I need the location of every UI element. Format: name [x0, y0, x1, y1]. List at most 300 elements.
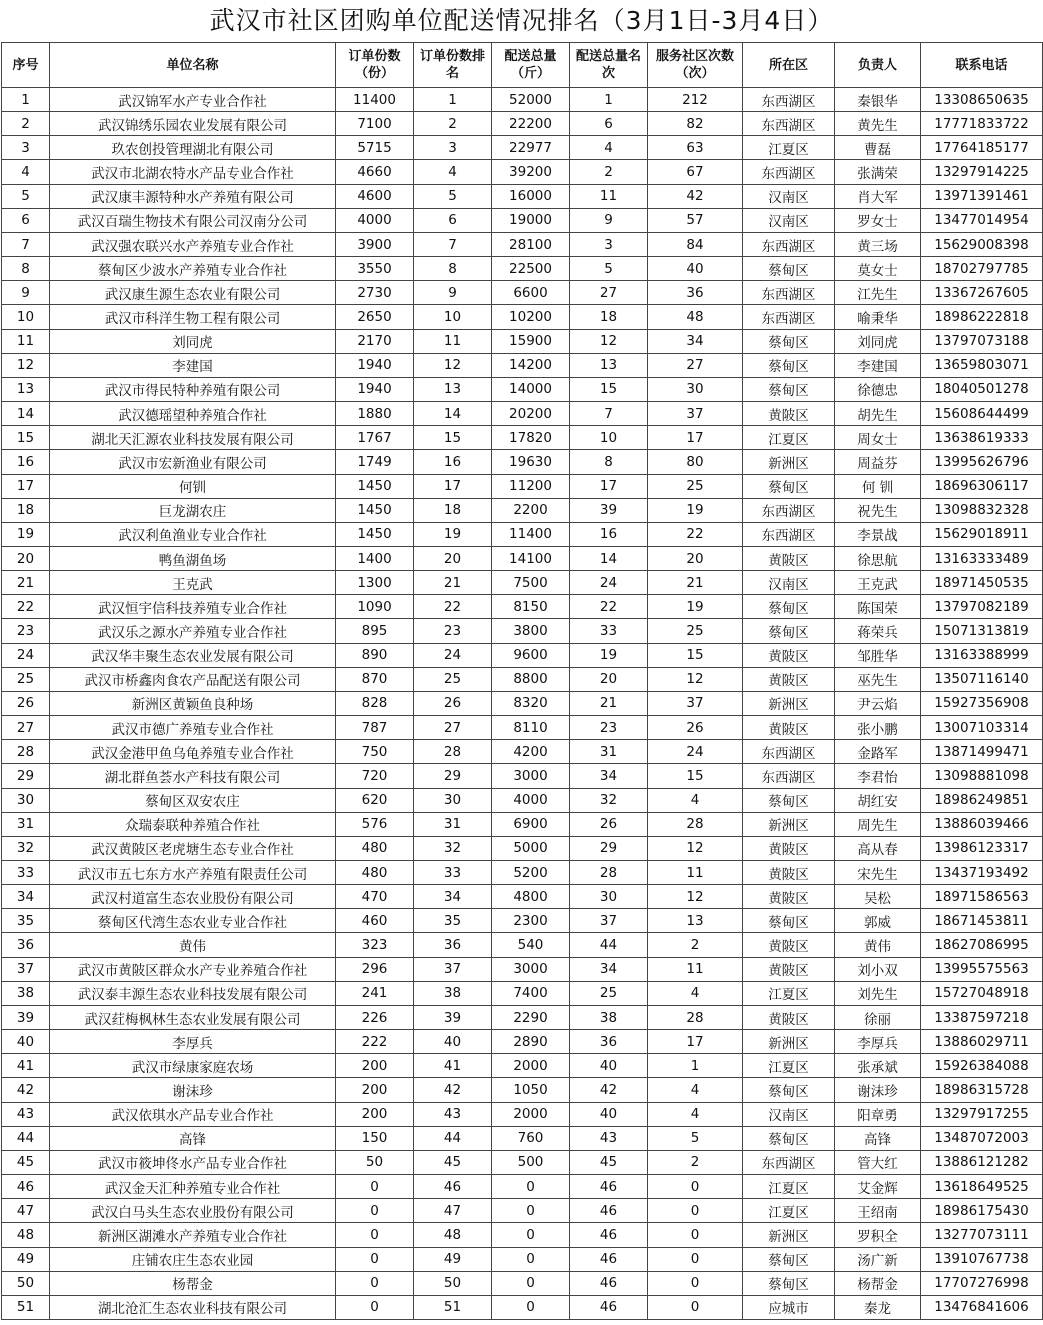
contact-person: 祝先生: [835, 498, 921, 522]
order-rank: 46: [414, 1175, 492, 1199]
delivery-total: 10200: [492, 305, 570, 329]
district: 新洲区: [743, 812, 835, 836]
order-rank: 5: [414, 184, 492, 208]
delivery-total: 8800: [492, 667, 570, 691]
district: 汉南区: [743, 208, 835, 232]
community-count: 21: [648, 571, 743, 595]
table-row: [2, 426, 1043, 450]
unit-name: 李建国: [50, 353, 336, 377]
delivery-total: 5200: [492, 861, 570, 885]
contact-person: 刘小双: [835, 957, 921, 981]
table-row: [2, 716, 1043, 740]
order-count: 0: [336, 1199, 414, 1223]
row-index: 10: [2, 305, 50, 329]
contact-person: 周女士: [835, 426, 921, 450]
table-row: [2, 136, 1043, 160]
order-rank: 33: [414, 861, 492, 885]
order-count: 0: [336, 1247, 414, 1271]
contact-person: 秦银华: [835, 88, 921, 112]
order-rank: 11: [414, 329, 492, 353]
order-rank: 48: [414, 1223, 492, 1247]
contact-person: 张承斌: [835, 1054, 921, 1078]
table-row: [2, 764, 1043, 788]
order-rank: 37: [414, 957, 492, 981]
delivery-rank: 7: [570, 402, 648, 426]
community-count: 36: [648, 281, 743, 305]
order-rank: 28: [414, 740, 492, 764]
community-count: 34: [648, 329, 743, 353]
row-index: 19: [2, 522, 50, 546]
community-count: 67: [648, 160, 743, 184]
delivery-total: 2300: [492, 909, 570, 933]
delivery-rank: 27: [570, 281, 648, 305]
table-row: [2, 184, 1043, 208]
order-rank: 9: [414, 281, 492, 305]
header-district: 所在区: [743, 43, 835, 88]
row-index: 4: [2, 160, 50, 184]
delivery-rank: 32: [570, 788, 648, 812]
district: 蔡甸区: [743, 257, 835, 281]
district: 蔡甸区: [743, 353, 835, 377]
order-rank: 39: [414, 1005, 492, 1029]
order-count: 200: [336, 1054, 414, 1078]
district: 东西湖区: [743, 112, 835, 136]
row-index: 9: [2, 281, 50, 305]
community-count: 40: [648, 257, 743, 281]
table-row: [2, 788, 1043, 812]
community-count: 0: [648, 1271, 743, 1295]
phone: 13476841606: [921, 1295, 1043, 1319]
community-count: 82: [648, 112, 743, 136]
table-row: [2, 450, 1043, 474]
unit-name: 武汉康生源生态农业有限公司: [50, 281, 336, 305]
phone: 17707276998: [921, 1271, 1043, 1295]
contact-person: 陈国荣: [835, 595, 921, 619]
community-count: 4: [648, 981, 743, 1005]
order-rank: 17: [414, 474, 492, 498]
delivery-total: 2890: [492, 1030, 570, 1054]
contact-person: 黄先生: [835, 112, 921, 136]
district: 蔡甸区: [743, 1247, 835, 1271]
row-index: 24: [2, 643, 50, 667]
contact-person: 李景战: [835, 522, 921, 546]
delivery-rank: 39: [570, 498, 648, 522]
district: 汉南区: [743, 571, 835, 595]
delivery-total: 0: [492, 1247, 570, 1271]
table-row: [2, 402, 1043, 426]
unit-name: 鸭鱼湖鱼场: [50, 546, 336, 570]
row-index: 37: [2, 957, 50, 981]
contact-person: 莫女士: [835, 257, 921, 281]
row-index: 29: [2, 764, 50, 788]
community-count: 11: [648, 861, 743, 885]
contact-person: 李厚兵: [835, 1030, 921, 1054]
district: 新洲区: [743, 1223, 835, 1247]
unit-name: 武汉金天汇种养殖专业合作社: [50, 1175, 336, 1199]
row-index: 22: [2, 595, 50, 619]
order-count: 1300: [336, 571, 414, 595]
delivery-total: 500: [492, 1150, 570, 1174]
delivery-rank: 10: [570, 426, 648, 450]
contact-person: 罗女士: [835, 208, 921, 232]
district: 黄陂区: [743, 885, 835, 909]
phone: 13507116140: [921, 667, 1043, 691]
order-count: 4000: [336, 208, 414, 232]
contact-person: 周先生: [835, 812, 921, 836]
delivery-rank: 20: [570, 667, 648, 691]
row-index: 14: [2, 402, 50, 426]
unit-name: 武汉市北湖农特水产品专业合作社: [50, 160, 336, 184]
unit-name: 湖北沧汇生态农业科技有限公司: [50, 1295, 336, 1319]
order-rank: 14: [414, 402, 492, 426]
phone: 18696306117: [921, 474, 1043, 498]
row-index: 41: [2, 1054, 50, 1078]
delivery-total: 7400: [492, 981, 570, 1005]
phone: 13277073111: [921, 1223, 1043, 1247]
district: 蔡甸区: [743, 1078, 835, 1102]
unit-name: 武汉市黄陂区群众水产专业养殖合作社: [50, 957, 336, 981]
order-count: 828: [336, 691, 414, 715]
delivery-total: 0: [492, 1295, 570, 1319]
delivery-rank: 46: [570, 1223, 648, 1247]
order-count: 0: [336, 1271, 414, 1295]
community-count: 19: [648, 498, 743, 522]
district: 新洲区: [743, 450, 835, 474]
order-rank: 34: [414, 885, 492, 909]
delivery-rank: 24: [570, 571, 648, 595]
table-row: [2, 619, 1043, 643]
table-row: [2, 885, 1043, 909]
community-count: 5: [648, 1126, 743, 1150]
delivery-rank: 29: [570, 836, 648, 860]
order-rank: 10: [414, 305, 492, 329]
district: 蔡甸区: [743, 909, 835, 933]
district: 东西湖区: [743, 740, 835, 764]
row-index: 33: [2, 861, 50, 885]
unit-name: 武汉锦军水产专业合作社: [50, 88, 336, 112]
community-count: 17: [648, 1030, 743, 1054]
contact-person: 江先生: [835, 281, 921, 305]
contact-person: 高从春: [835, 836, 921, 860]
order-rank: 7: [414, 232, 492, 256]
order-rank: 44: [414, 1126, 492, 1150]
delivery-rank: 9: [570, 208, 648, 232]
row-index: 15: [2, 426, 50, 450]
unit-name: 蔡甸区代湾生态农业专业合作社: [50, 909, 336, 933]
header-delivery-total: 配送总量（斤）: [492, 43, 570, 88]
delivery-rank: 34: [570, 957, 648, 981]
contact-person: 管大红: [835, 1150, 921, 1174]
contact-person: 巫先生: [835, 667, 921, 691]
phone: 18040501278: [921, 377, 1043, 401]
unit-name: 武汉市绿康家庭农场: [50, 1054, 336, 1078]
district: 蔡甸区: [743, 474, 835, 498]
community-count: 84: [648, 232, 743, 256]
order-count: 3900: [336, 232, 414, 256]
community-count: 12: [648, 885, 743, 909]
phone: 13367267605: [921, 281, 1043, 305]
unit-name: 武汉村道富生态农业股份有限公司: [50, 885, 336, 909]
community-count: 4: [648, 1078, 743, 1102]
community-count: 15: [648, 643, 743, 667]
contact-person: 曹磊: [835, 136, 921, 160]
district: 蔡甸区: [743, 1126, 835, 1150]
row-index: 8: [2, 257, 50, 281]
order-count: 0: [336, 1223, 414, 1247]
order-rank: 22: [414, 595, 492, 619]
delivery-rank: 44: [570, 933, 648, 957]
delivery-rank: 13: [570, 353, 648, 377]
delivery-total: 1050: [492, 1078, 570, 1102]
order-rank: 2: [414, 112, 492, 136]
district: 汉南区: [743, 1102, 835, 1126]
contact-person: 喻秉华: [835, 305, 921, 329]
unit-name: 高锋: [50, 1126, 336, 1150]
table-row: [2, 667, 1043, 691]
delivery-total: 17820: [492, 426, 570, 450]
order-count: 0: [336, 1295, 414, 1319]
order-count: 2170: [336, 329, 414, 353]
phone: 15608644499: [921, 402, 1043, 426]
community-count: 19: [648, 595, 743, 619]
table-row: [2, 836, 1043, 860]
row-index: 25: [2, 667, 50, 691]
district: 蔡甸区: [743, 329, 835, 353]
delivery-rank: 40: [570, 1054, 648, 1078]
table-row: [2, 933, 1043, 957]
header-orders: 订单份数（份）: [336, 43, 414, 88]
row-index: 26: [2, 691, 50, 715]
district: 新洲区: [743, 1030, 835, 1054]
table-row: [2, 281, 1043, 305]
unit-name: 蔡甸区双安农庄: [50, 788, 336, 812]
unit-name: 武汉市德广养殖专业合作社: [50, 716, 336, 740]
order-count: 3550: [336, 257, 414, 281]
contact-person: 吴松: [835, 885, 921, 909]
district: 东西湖区: [743, 498, 835, 522]
order-count: 470: [336, 885, 414, 909]
unit-name: 武汉泰丰源生态农业科技发展有限公司: [50, 981, 336, 1005]
delivery-rank: 2: [570, 160, 648, 184]
delivery-rank: 42: [570, 1078, 648, 1102]
order-rank: 13: [414, 377, 492, 401]
contact-person: 艾金辉: [835, 1175, 921, 1199]
order-rank: 30: [414, 788, 492, 812]
row-index: 40: [2, 1030, 50, 1054]
table-row: [2, 1030, 1043, 1054]
delivery-total: 14000: [492, 377, 570, 401]
community-count: 24: [648, 740, 743, 764]
delivery-total: 28100: [492, 232, 570, 256]
delivery-rank: 38: [570, 1005, 648, 1029]
order-count: 2730: [336, 281, 414, 305]
order-rank: 42: [414, 1078, 492, 1102]
unit-name: 武汉华丰聚生态农业发展有限公司: [50, 643, 336, 667]
row-index: 32: [2, 836, 50, 860]
order-rank: 26: [414, 691, 492, 715]
delivery-rank: 46: [570, 1295, 648, 1319]
community-count: 26: [648, 716, 743, 740]
delivery-total: 11400: [492, 522, 570, 546]
phone: 15926384088: [921, 1054, 1043, 1078]
order-count: 1450: [336, 522, 414, 546]
delivery-total: 22200: [492, 112, 570, 136]
phone: 13477014954: [921, 208, 1043, 232]
district: 江夏区: [743, 1175, 835, 1199]
unit-name: 武汉恒宇信科技养殖专业合作社: [50, 595, 336, 619]
phone: 15629018911: [921, 522, 1043, 546]
community-count: 4: [648, 1102, 743, 1126]
contact-person: 胡先生: [835, 402, 921, 426]
row-index: 3: [2, 136, 50, 160]
order-rank: 20: [414, 546, 492, 570]
delivery-rank: 46: [570, 1175, 648, 1199]
row-index: 17: [2, 474, 50, 498]
contact-person: 蒋荣兵: [835, 619, 921, 643]
order-count: 241: [336, 981, 414, 1005]
district: 东西湖区: [743, 522, 835, 546]
phone: 13638619333: [921, 426, 1043, 450]
table-row: [2, 643, 1043, 667]
contact-person: 杨帮金: [835, 1271, 921, 1295]
order-rank: 40: [414, 1030, 492, 1054]
phone: 13308650635: [921, 88, 1043, 112]
phone: 18627086995: [921, 933, 1043, 957]
district: 黄陂区: [743, 933, 835, 957]
delivery-rank: 28: [570, 861, 648, 885]
table-row: [2, 957, 1043, 981]
contact-person: 谢沫珍: [835, 1078, 921, 1102]
table-row: [2, 1102, 1043, 1126]
row-index: 20: [2, 546, 50, 570]
community-count: 28: [648, 1005, 743, 1029]
delivery-total: 3800: [492, 619, 570, 643]
unit-name: 庄铺农庄生态农业园: [50, 1247, 336, 1271]
phone: 18986175430: [921, 1199, 1043, 1223]
order-rank: 31: [414, 812, 492, 836]
order-count: 222: [336, 1030, 414, 1054]
contact-person: 金路军: [835, 740, 921, 764]
row-index: 42: [2, 1078, 50, 1102]
contact-person: 高锋: [835, 1126, 921, 1150]
order-rank: 41: [414, 1054, 492, 1078]
district: 蔡甸区: [743, 377, 835, 401]
page-title: 武汉市社区团购单位配送情况排名（3月1日-3月4日）: [209, 6, 834, 35]
delivery-rank: 22: [570, 595, 648, 619]
delivery-total: 6900: [492, 812, 570, 836]
order-rank: 32: [414, 836, 492, 860]
order-rank: 15: [414, 426, 492, 450]
row-index: 5: [2, 184, 50, 208]
phone: 13797073188: [921, 329, 1043, 353]
delivery-total: 11200: [492, 474, 570, 498]
unit-name: 武汉强农联兴水产养殖专业合作社: [50, 232, 336, 256]
phone: 13971391461: [921, 184, 1043, 208]
delivery-rank: 5: [570, 257, 648, 281]
delivery-rank: 17: [570, 474, 648, 498]
delivery-total: 22977: [492, 136, 570, 160]
table-row: [2, 498, 1043, 522]
delivery-rank: 15: [570, 377, 648, 401]
order-count: 1940: [336, 353, 414, 377]
header-row: [2, 43, 1043, 88]
delivery-rank: 4: [570, 136, 648, 160]
delivery-rank: 14: [570, 546, 648, 570]
table-row: [2, 329, 1043, 353]
delivery-rank: 36: [570, 1030, 648, 1054]
delivery-rank: 37: [570, 909, 648, 933]
contact-person: 李君怡: [835, 764, 921, 788]
delivery-total: 2000: [492, 1054, 570, 1078]
unit-name: 新洲区湖滩水产养殖专业合作社: [50, 1223, 336, 1247]
contact-person: 张满荣: [835, 160, 921, 184]
district: 东西湖区: [743, 232, 835, 256]
delivery-total: 0: [492, 1271, 570, 1295]
delivery-rank: 34: [570, 764, 648, 788]
table-row: [2, 474, 1043, 498]
row-index: 7: [2, 232, 50, 256]
unit-name: 武汉荭梅枫林生态农业发展有限公司: [50, 1005, 336, 1029]
order-count: 1940: [336, 377, 414, 401]
contact-person: 刘同虎: [835, 329, 921, 353]
order-rank: 50: [414, 1271, 492, 1295]
contact-person: 李建国: [835, 353, 921, 377]
phone: 18971586563: [921, 885, 1043, 909]
order-count: 4600: [336, 184, 414, 208]
community-count: 0: [648, 1247, 743, 1271]
row-index: 31: [2, 812, 50, 836]
table-row: [2, 232, 1043, 256]
district: 蔡甸区: [743, 595, 835, 619]
table-row: [2, 1271, 1043, 1295]
unit-name: 武汉市宏新渔业有限公司: [50, 450, 336, 474]
order-rank: 27: [414, 716, 492, 740]
table-row: [2, 812, 1043, 836]
community-count: 80: [648, 450, 743, 474]
contact-person: 王绍南: [835, 1199, 921, 1223]
unit-name: 众瑞泰联种养殖合作社: [50, 812, 336, 836]
order-count: 890: [336, 643, 414, 667]
unit-name: 武汉市科洋生物工程有限公司: [50, 305, 336, 329]
order-count: 1450: [336, 498, 414, 522]
phone: 13007103314: [921, 716, 1043, 740]
phone: 13297917255: [921, 1102, 1043, 1126]
unit-name: 武汉乐之源水产养殖专业合作社: [50, 619, 336, 643]
delivery-total: 14100: [492, 546, 570, 570]
row-index: 6: [2, 208, 50, 232]
order-rank: 3: [414, 136, 492, 160]
table-row: [2, 1175, 1043, 1199]
order-count: 50: [336, 1150, 414, 1174]
order-rank: 12: [414, 353, 492, 377]
community-count: 48: [648, 305, 743, 329]
order-count: 4660: [336, 160, 414, 184]
contact-person: 王克武: [835, 571, 921, 595]
contact-person: 邹胜华: [835, 643, 921, 667]
contact-person: 徐丽: [835, 1005, 921, 1029]
order-count: 200: [336, 1078, 414, 1102]
table-row: [2, 861, 1043, 885]
unit-name: 杨帮金: [50, 1271, 336, 1295]
delivery-total: 3000: [492, 764, 570, 788]
table-row: [2, 1295, 1043, 1319]
delivery-total: 3000: [492, 957, 570, 981]
phone: 13659803071: [921, 353, 1043, 377]
order-count: 1880: [336, 402, 414, 426]
header-phone: 联系电话: [921, 43, 1043, 88]
community-count: 27: [648, 353, 743, 377]
unit-name: 武汉康丰源特种水产养殖有限公司: [50, 184, 336, 208]
